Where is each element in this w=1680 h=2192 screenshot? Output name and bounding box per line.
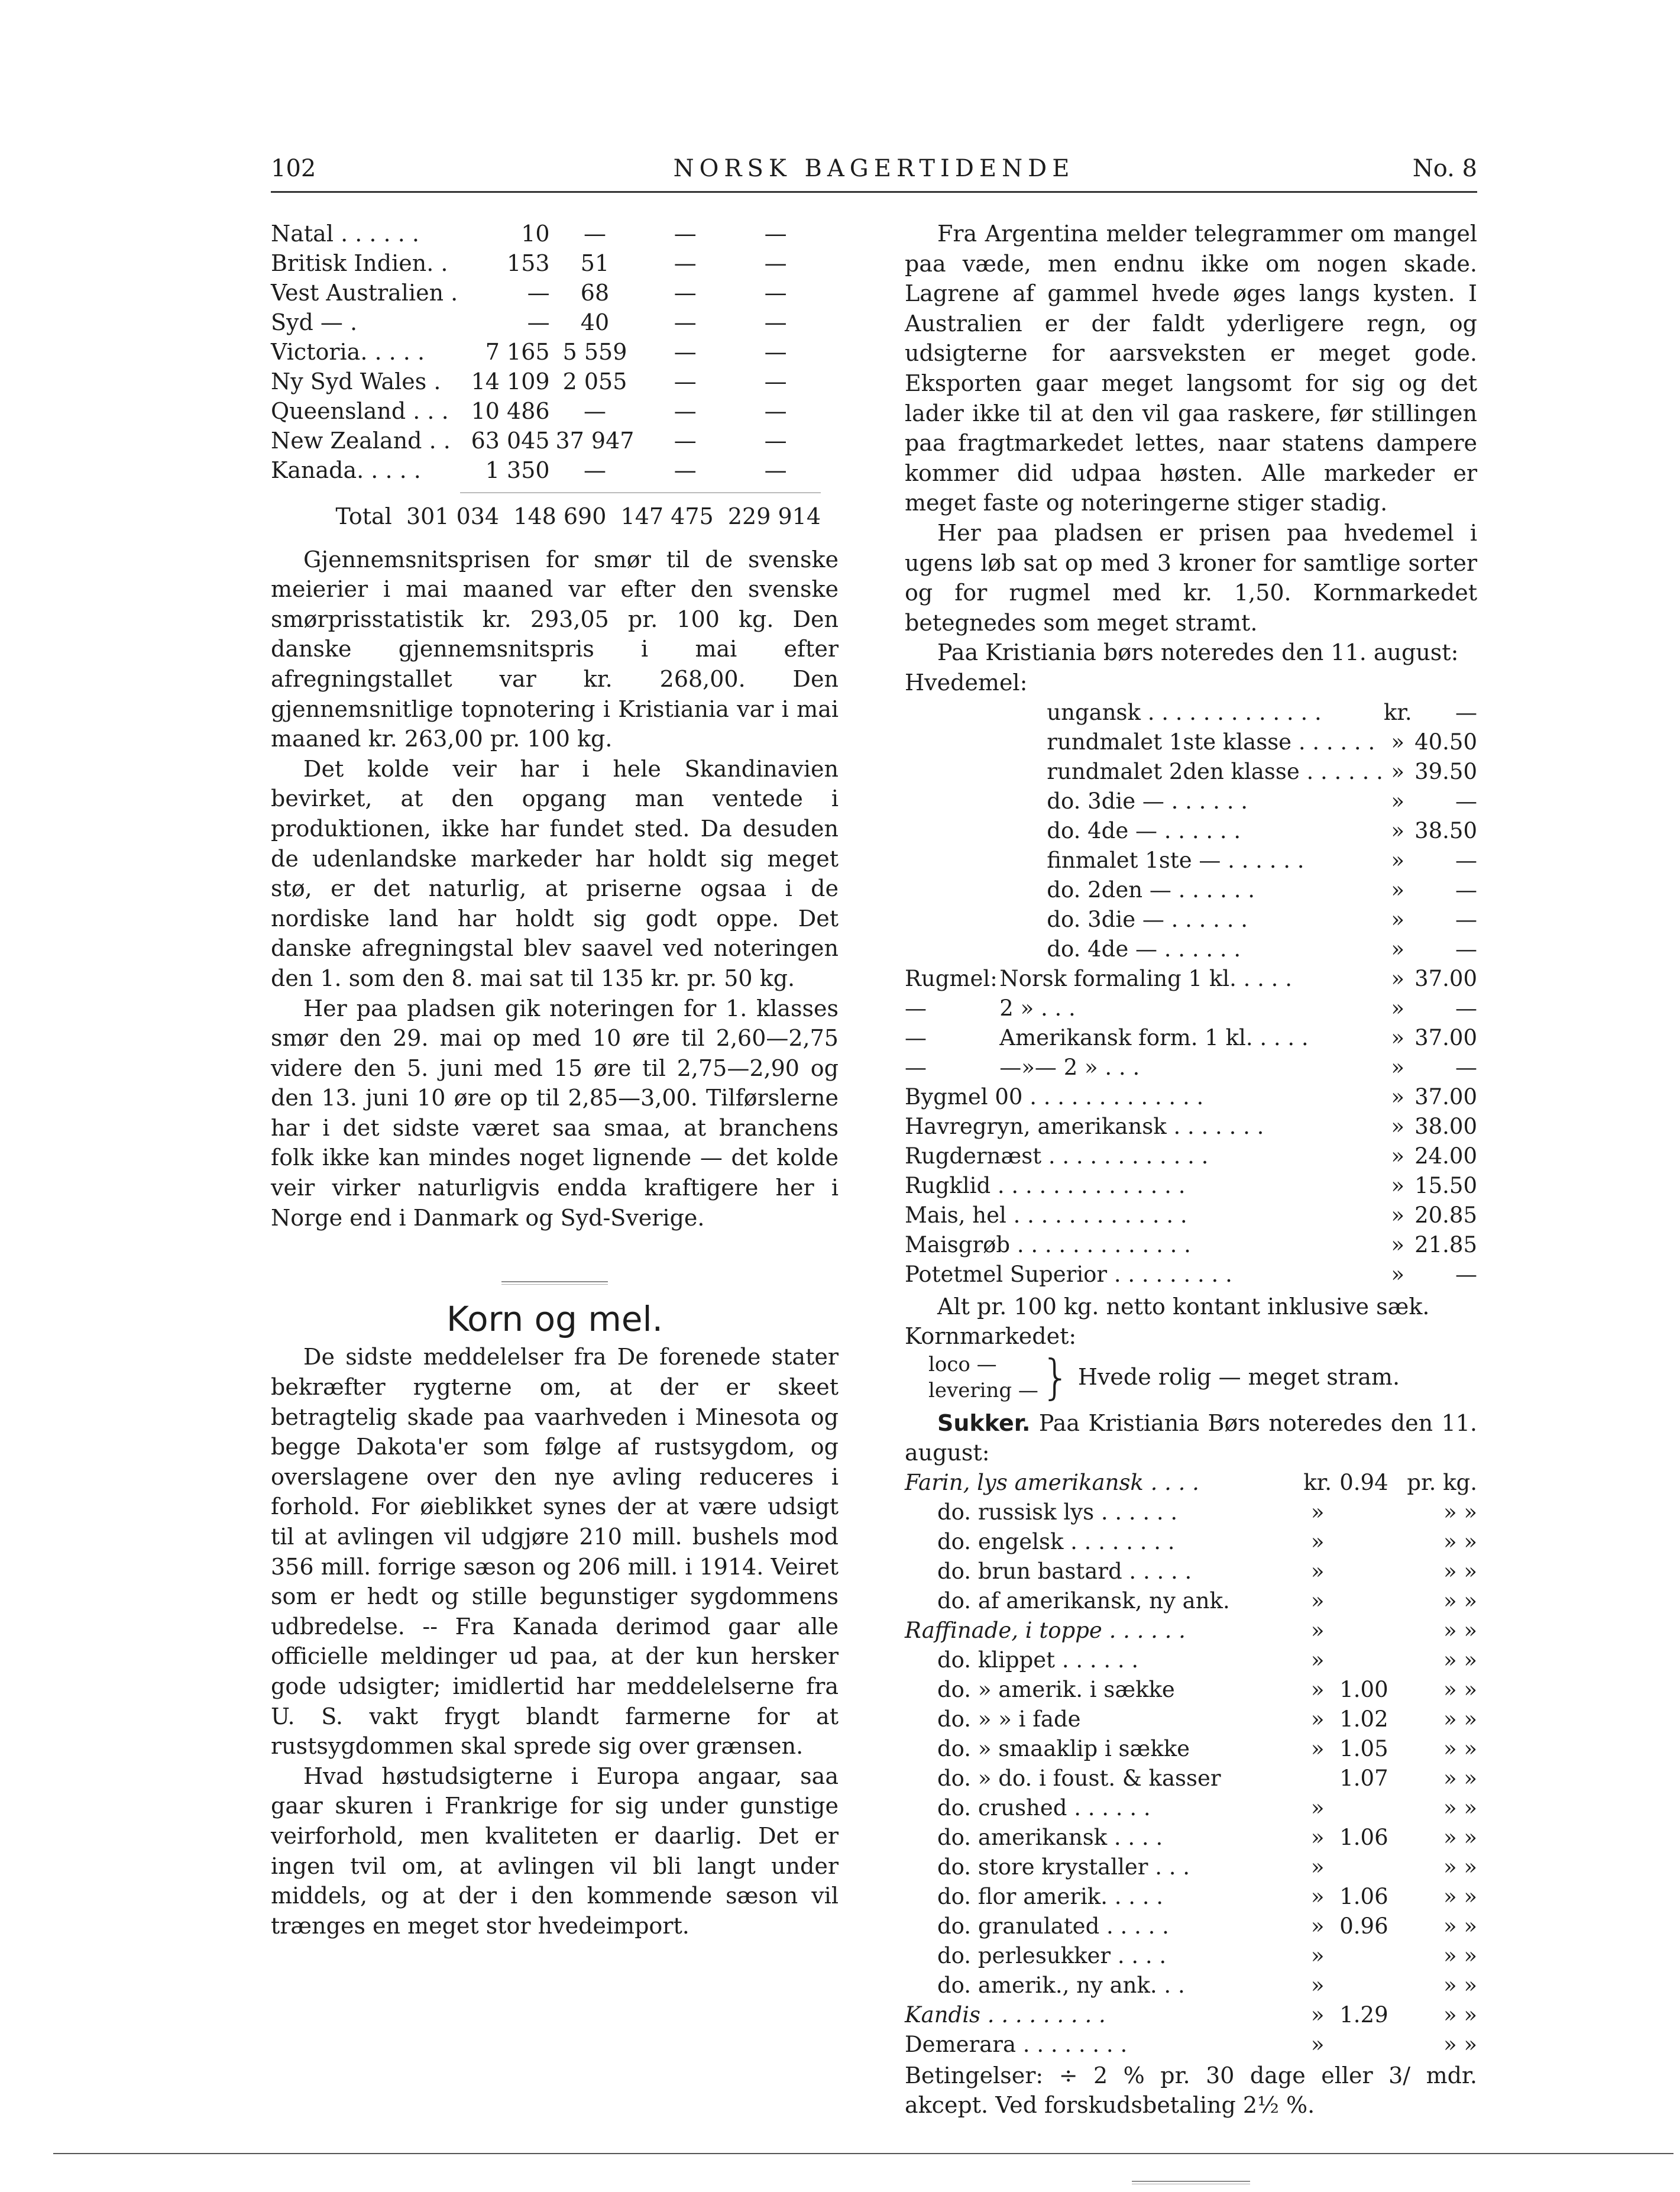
price-row: do. 2den — . . . . . . » —: [1047, 877, 1477, 903]
export-table: [271, 219, 821, 485]
sukker-row: do. » amerik. i sække » 1.00 » »: [937, 1676, 1477, 1702]
table-row: Ny Syd Wales . 14 109 2 055 — —: [271, 368, 787, 395]
paragraph: De sidste meddelelser fra De forenede stater bekræfter rygterne om, at der er skeet betragtelig skade paa vaarhveden i Minesota og begge Dakota'er som følge af rustsygdom, og overslagene over den nye avling reduceres i forhold. For øieblikket synes der at være udsigt til at avlingen vil udgjøre 210 mill. bushels mod 356 mill. forrige sæson og 206 mill. i 1914. Veiret som er hedt og stille begunstiger sygdommens udbredelse. -- Fra Kanada derimod gaar alle officielle meldinger ud paa, at der kun hersker gode udsigter; imidlertid har meddelelserne fra U. S. vakt frygt blandt farmerne for at rustsygdommen skal sprede sig over grænsen.: [271, 1344, 839, 1760]
sukker-row: Raffinade, i toppe . . . . . . » » »: [905, 1617, 1477, 1643]
price-footer: Alt pr. 100 kg. netto kontant inklusive sæk.: [937, 1293, 1430, 1320]
paragraph: Hvad høstudsigterne i Europa angaar, saa gaar skuren i Frankrige for sig under gunstige veirforhold, men kvaliteten er daarlig. Det er ingen tvil om, at avlingen vil bli langt under middels, og at der i den kommende sæson vil trænges en meget stor hvedeimport.: [271, 1763, 839, 1939]
page-number: 102: [271, 155, 316, 182]
table-row: Queensland . . . 10 486 — — —: [271, 398, 787, 424]
table-row: Syd — . — 40 — —: [271, 309, 787, 335]
hvedemel-label: Hvedemel:: [905, 669, 1028, 696]
sukker-row: do. granulated . . . . . » 0.96 » »: [937, 1913, 1477, 1939]
price-row: rundmalet 2den klasse . . . . . . » 39.50: [1047, 758, 1477, 784]
sukker-row: do. » » i fade » 1.02 » »: [937, 1706, 1477, 1732]
price-row: do. 3die — . . . . . . » —: [1047, 906, 1477, 932]
sukker-row: Kandis . . . . . . . . . » 1.29 » »: [905, 2002, 1477, 2028]
loco-label: loco —: [928, 1352, 997, 1376]
table-row: Kanada. . . . . 1 350 — — —: [271, 457, 787, 483]
sukker-row: do. » do. i foust. & kasser 1.07 » »: [937, 1765, 1477, 1791]
section-divider: [271, 1262, 839, 1292]
table-total: Total 301 034 148 690 147 475 229 914: [335, 503, 821, 529]
price-row: — 2 » . . . » —: [905, 995, 1477, 1021]
price-row: Potetmel Superior . . . . . . . . . » —: [905, 1261, 1477, 1287]
price-row: Maisgrøb . . . . . . . . . . . . . » 21.85: [905, 1231, 1477, 1257]
brace-icon: }: [1040, 1349, 1071, 1405]
sukker-row: Demerara . . . . . . . . » » »: [905, 2031, 1477, 2057]
paragraph: Gjennemsnitsprisen for smør til de svenske meierier i mai maaned var efter den svenske smørprisstatistik kr. 293,05 pr. 100 kg. Den danske gjennemsnitspris i mai efter afregningstallet var kr. 268,00. Den gjennemsnitlige topnotering i Kristiania var i mai maaned kr. 263,00 pr. 100 kg.: [271, 546, 839, 752]
sukker-row: do. klippet . . . . . . » » »: [937, 1647, 1477, 1673]
sukker-row: do. af amerikansk, ny ank. » » »: [937, 1588, 1477, 1614]
kornmarkedet-label: Kornmarkedet:: [905, 1323, 1077, 1350]
section-heading: Korn og mel.: [446, 1298, 663, 1339]
price-row: do. 4de — . . . . . . » —: [1047, 936, 1477, 962]
sukker-intro: Sukker. Paa Kristiania Børs noteredes den 11. august:: [905, 1409, 1477, 1466]
price-row: Rugdernæst . . . . . . . . . . . . » 24.00: [905, 1143, 1477, 1169]
sukker-label: Sukker.: [937, 1409, 1031, 1436]
paragraph: Fra Argentina melder telegrammer om mangel paa væde, men endnu ikke om nogen skade. Lagrene af gammel hvede øges langs kysten. I Australien er der faldt yderligere regn, og udsigterne for aarsveksten er meget gode. Eksporten gaar meget langsomt for sig og det lader ikke til at den vil gaa raskere, før stillingen paa fragtmarkedet lettes, naar statens dampere kommer did udpaa høsten. Alle markeder er meget faste og noteringerne stiger stadig.: [905, 221, 1477, 516]
sukker-row: do. engelsk . . . . . . . . » » »: [937, 1528, 1477, 1554]
left-column: [271, 219, 839, 1941]
price-row: — —»— 2 » . . . » —: [905, 1054, 1477, 1080]
publication-title: NORSK BAGERTIDENDE: [673, 155, 1075, 182]
sukker-row: do. flor amerik. . . . . » 1.06 » »: [937, 1883, 1477, 1909]
sukker-conditions: Betingelser: ÷ 2 % pr. 30 dage eller 3/ mdr. akcept. Ved forskudsbetaling 2½ %.: [905, 2062, 1477, 2119]
price-row: Havregryn, amerikansk . . . . . . . » 38.00: [905, 1113, 1477, 1139]
table-row: Vest Australien . — 68 — —: [271, 280, 787, 306]
right-column: [905, 219, 1477, 2192]
price-table: [905, 698, 1477, 1289]
paragraph: Det kolde veir har i hele Skandinavien bevirket, at den opgang man ventede i produktionen, ikke har fundet sted. Da desuden de udenlandske markeder har holdt sig meget stø, er det naturlig, at priserne ogsaa i de nordiske land har holdt sig godt oppe. Det danske afregningstal blev saavel ved noteringen den 1. som den 8. mai sat til 135 kr. pr. 50 kg.: [271, 755, 839, 991]
table-row: Natal . . . . . . 10 — — —: [271, 221, 787, 247]
price-row: do. 4de — . . . . . . » 38.50: [1047, 817, 1477, 843]
price-row: ungansk . . . . . . . . . . . . . kr. —: [1047, 699, 1477, 725]
sukker-row: do. perlesukker . . . . » » »: [937, 1942, 1477, 1968]
sukker-row: do. » smaaklip i sække » 1.05 » »: [937, 1735, 1477, 1761]
price-row: Mais, hel . . . . . . . . . . . . . » 20.85: [905, 1202, 1477, 1228]
section-divider: [905, 2162, 1477, 2192]
header-rule: [271, 191, 1477, 193]
sukker-row: Farin, lys amerikansk . . . . kr. 0.94 pr. kg.: [905, 1469, 1477, 1495]
price-row: finmalet 1ste — . . . . . . » —: [1047, 847, 1477, 873]
sukker-row: do. russisk lys . . . . . . » » »: [937, 1499, 1477, 1525]
paragraph: Her paa pladsen gik noteringen for 1. klasses smør den 29. mai op med 10 øre til 2,60—2,75 videre den 5. juni med 15 øre til 2,75—2,90 og den 13. juni 10 øre op til 2,85—3,00. Tilførslerne har i det sidste været saa smaa, at branchens folk ikke kan mindes noget lignende — det kolde veir virker naturligvis endda kraftigere her i Norge end i Danmark og Syd-Sverige.: [271, 995, 839, 1231]
sukker-row: do. amerikansk . . . . » 1.06 » »: [937, 1824, 1477, 1850]
price-row: — Amerikansk form. 1 kl. . . . . » 37.00: [905, 1024, 1477, 1050]
issue-number: No. 8: [1412, 155, 1477, 182]
price-row: rundmalet 1ste klasse . . . . . . » 40.50: [1047, 729, 1477, 755]
page-header: [271, 155, 1477, 190]
notering-intro: Paa Kristiania børs noteredes den 11. august:: [937, 639, 1459, 666]
sukker-row: do. crushed . . . . . . » » »: [937, 1795, 1477, 1821]
sukker-table: [905, 1468, 1477, 2060]
price-row: do. 3die — . . . . . . » —: [1047, 788, 1477, 814]
table-row: Britisk Indien. . 153 51 — —: [271, 250, 787, 276]
table-row: New Zealand . . 63 045 37 947 — —: [271, 428, 787, 454]
scan-edge-line: [53, 2153, 1673, 2154]
levering-label: levering —: [928, 1378, 1038, 1402]
sukker-row: do. store krystaller . . . » » »: [937, 1854, 1477, 1880]
price-row: Rugmel: Norsk formaling 1 kl. . . . . » 37.00: [905, 965, 1477, 991]
paragraph: Her paa pladsen er prisen paa hvedemel i ugens løb sat op med 3 kroner for samtlige sorter og for rugmel med kr. 1,50. Kornmarkedet betegnedes som meget stramt.: [905, 519, 1477, 636]
table-row: Victoria. . . . . 7 165 5 559 — —: [271, 339, 787, 365]
sukker-row: do. brun bastard . . . . . » » »: [937, 1558, 1477, 1584]
price-row: Bygmel 00 . . . . . . . . . . . . . » 37.00: [905, 1084, 1477, 1110]
table-total-rule: [460, 492, 821, 493]
sukker-row: do. amerik., ny ank. . . » » »: [937, 1972, 1477, 1998]
kornmarkedet-block: [928, 1349, 1477, 1405]
kornmarkedet-text: Hvede rolig — meget stram.: [1077, 1364, 1400, 1391]
price-row: Rugklid . . . . . . . . . . . . . . » 15.50: [905, 1172, 1477, 1198]
